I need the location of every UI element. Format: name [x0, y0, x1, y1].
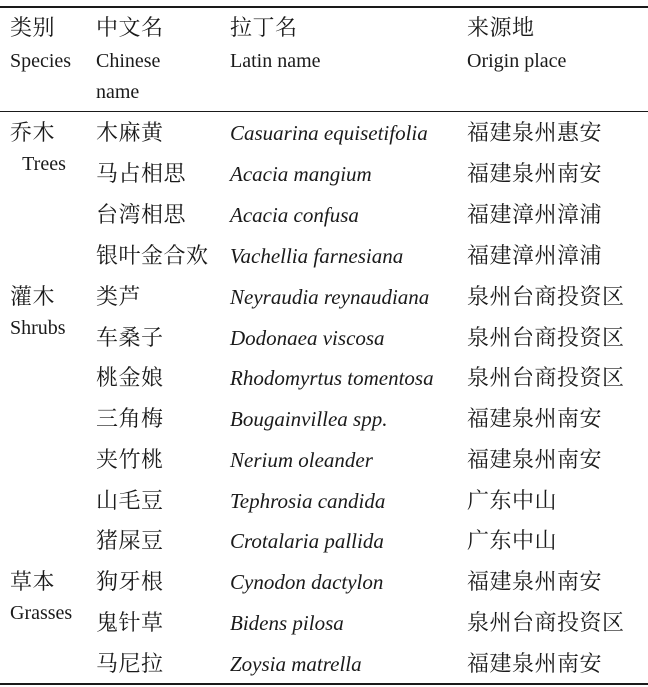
row-chinese-name: 夹竹桃 [96, 448, 164, 473]
table-header-rule [0, 111, 648, 112]
row-chinese-name: 木麻黄 [96, 121, 164, 146]
row-origin: 广东中山 [467, 529, 558, 554]
row-origin: 福建漳州漳浦 [467, 244, 603, 269]
row-chinese-name: 山毛豆 [96, 489, 164, 514]
row-chinese-name: 狗牙根 [96, 570, 164, 595]
header-chinese-en-2: name [96, 81, 140, 103]
row-latin-name: Bougainvillea spp. [230, 407, 388, 431]
row-chinese-name: 猪屎豆 [96, 529, 164, 554]
header-latin-zh: 拉丁名 [230, 16, 298, 41]
row-origin: 泉州台商投资区 [467, 285, 625, 310]
row-latin-name: Acacia mangium [230, 162, 372, 186]
row-chinese-name: 桃金娘 [96, 366, 164, 391]
group-label-en: Shrubs [10, 317, 66, 339]
row-latin-name: Casuarina equisetifolia [230, 121, 428, 145]
row-latin-name: Neyraudia reynaudiana [230, 285, 430, 309]
header-category-zh: 类别 [10, 16, 56, 41]
row-latin-name: Zoysia matrella [230, 652, 362, 676]
row-origin: 福建泉州惠安 [467, 121, 603, 146]
header-category-en: Species [10, 50, 72, 72]
row-origin: 泉州台商投资区 [467, 326, 625, 351]
row-chinese-name: 车桑子 [96, 326, 164, 351]
row-latin-name: Tephrosia candida [230, 489, 386, 513]
header-origin-zh: 来源地 [467, 16, 535, 41]
row-latin-name: Nerium oleander [230, 448, 373, 472]
group-label-en: Trees [22, 153, 66, 175]
header-latin-en: Latin name [230, 50, 321, 72]
row-chinese-name: 三角梅 [96, 407, 164, 432]
row-origin: 泉州台商投资区 [467, 611, 625, 636]
row-latin-name: Vachellia farnesiana [230, 244, 404, 268]
row-chinese-name: 马尼拉 [96, 652, 164, 677]
header-origin-en: Origin place [467, 50, 567, 72]
header-chinese-en: Chinese [96, 50, 161, 72]
row-chinese-name: 类芦 [96, 285, 142, 310]
row-chinese-name: 鬼针草 [96, 611, 164, 636]
row-origin: 广东中山 [467, 489, 558, 514]
header-chinese-zh: 中文名 [96, 16, 164, 41]
row-latin-name: Cynodon dactylon [230, 570, 384, 594]
row-latin-name: Crotalaria pallida [230, 529, 384, 553]
group-label-en: Grasses [10, 602, 73, 624]
row-latin-name: Dodonaea viscosa [230, 326, 385, 350]
row-chinese-name: 台湾相思 [96, 203, 187, 228]
group-label-zh: 乔木 [10, 121, 56, 146]
row-origin: 福建泉州南安 [467, 448, 603, 473]
table-bottom-rule [0, 683, 648, 685]
row-chinese-name: 银叶金合欢 [96, 244, 209, 269]
group-label-zh: 草本 [10, 570, 56, 595]
row-origin: 福建泉州南安 [467, 162, 603, 187]
group-label-zh: 灌木 [10, 285, 56, 310]
row-origin: 福建泉州南安 [467, 652, 603, 677]
row-origin: 泉州台商投资区 [467, 366, 625, 391]
row-latin-name: Rhodomyrtus tomentosa [230, 366, 434, 390]
row-origin: 福建泉州南安 [467, 407, 603, 432]
row-origin: 福建漳州漳浦 [467, 203, 603, 228]
row-origin: 福建泉州南安 [467, 570, 603, 595]
row-latin-name: Bidens pilosa [230, 611, 344, 635]
row-chinese-name: 马占相思 [96, 162, 187, 187]
table-top-rule [0, 6, 648, 8]
row-latin-name: Acacia confusa [230, 203, 359, 227]
